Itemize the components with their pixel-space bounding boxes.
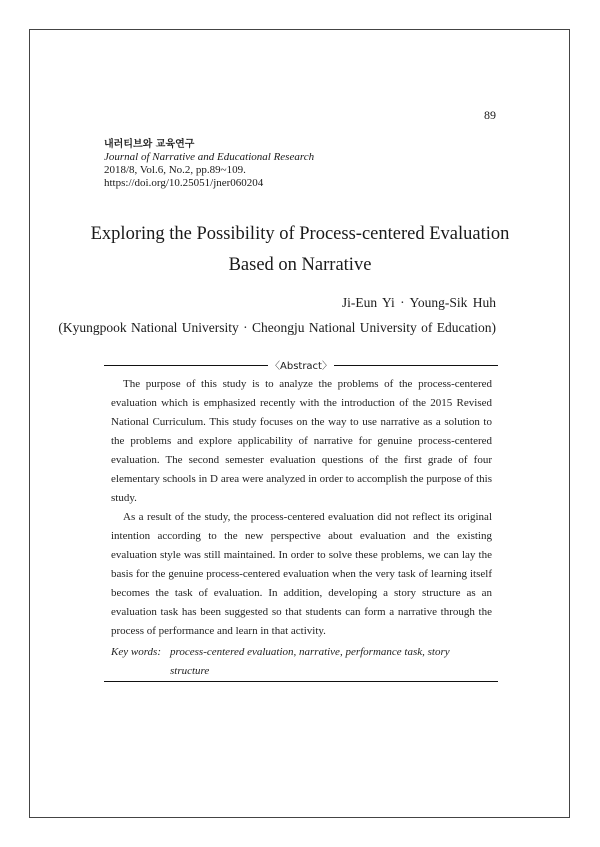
keywords-line-1: process-centered evaluation, narrative, performance task, story bbox=[170, 646, 450, 658]
keywords-label: Key words: bbox=[111, 646, 162, 658]
abstract-bottom-rule bbox=[104, 681, 498, 682]
journal-english-name: Journal of Narrative and Educational Research bbox=[104, 151, 315, 163]
abstract-rule-right bbox=[334, 365, 498, 366]
journal-korean-name: 내러티브와 교육연구 bbox=[104, 139, 195, 150]
paper-title bbox=[60, 219, 540, 281]
abstract-paragraph-1: The purpose of this study is to analyze the problems of the process-centered evaluation which is emphasized recently with the introduction of the 2015 Revised National Curriculum. This study focuses on the way to use narrative as a solution to the problems and explore applicability of narrative for genuine process-centered evaluation. The second semester evaluation questions of the first grade of four elementary schools in D area were analyzed in order to accomplish the purpose of this study. bbox=[111, 378, 492, 504]
authors: Ji-Eun Yi · Young-Sik Huh bbox=[341, 295, 496, 310]
abstract-header bbox=[104, 357, 498, 371]
abstract-body bbox=[111, 375, 492, 641]
paper-title-line-2: Based on Narrative bbox=[228, 255, 372, 275]
journal-info bbox=[104, 138, 314, 190]
keywords-line-2: structure bbox=[170, 665, 210, 677]
keywords bbox=[111, 643, 491, 681]
journal-doi[interactable]: https://doi.org/10.25051/jner060204 bbox=[104, 177, 264, 189]
affiliations: (Kyungpook National University · Cheongju National University of Education) bbox=[58, 320, 496, 335]
journal-issue: 2018/8, Vol.6, No.2, pp.89~109. bbox=[104, 164, 246, 176]
paper-title-line-1: Exploring the Possibility of Process-centered Evaluation bbox=[90, 224, 510, 244]
page-number: 89 bbox=[484, 108, 496, 122]
abstract-label: 〈Abstract〉 bbox=[270, 361, 332, 372]
abstract-paragraph-2: As a result of the study, the process-centered evaluation did not reflect its original intention according to the new perspective about evaluation and the existing evaluation style was still maintained. In order to solve these problems, we can lay the basis for the genuine process-centered evaluation when the very task of learning itself becomes the task of evaluation. In addition, developing a story structure as an evaluation task has been suggested so that students can form a narrative through the process of performance and learn in that activity. bbox=[111, 511, 492, 637]
